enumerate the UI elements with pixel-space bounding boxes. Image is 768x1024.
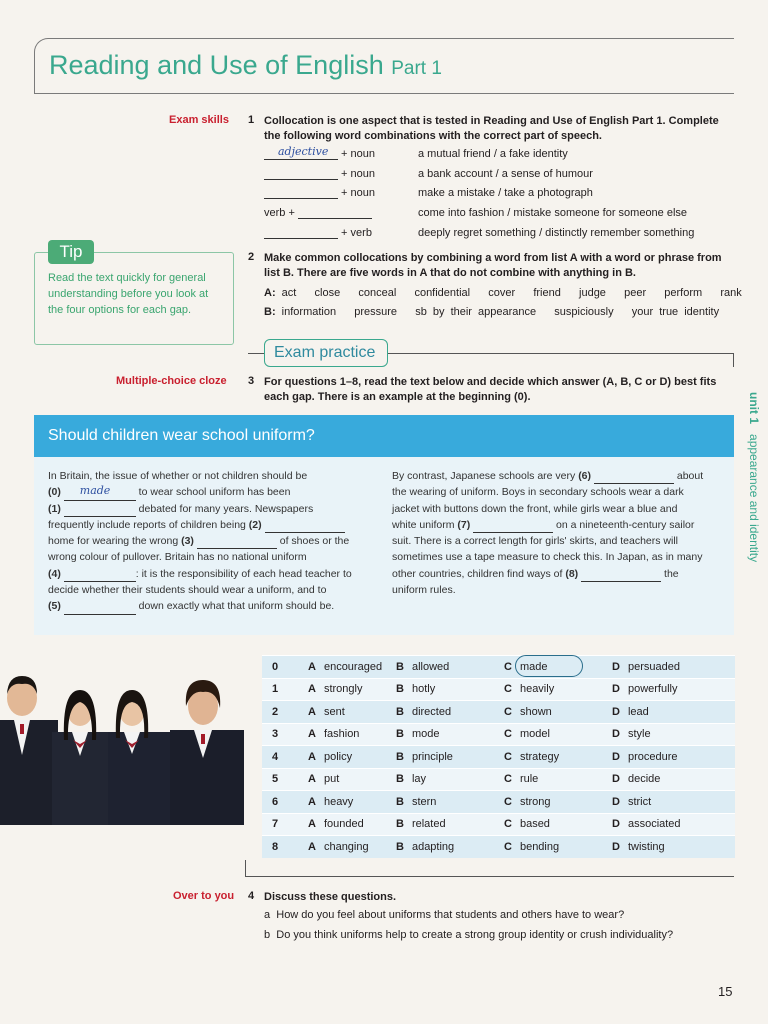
article-line: suit. There is a correct length for girls' skirts, and teachers will [392, 535, 679, 548]
collocation-pattern: verb + [264, 207, 372, 219]
unit-label: unit 1 [747, 392, 761, 424]
option-text: allowed [411, 660, 450, 673]
option-letter: D [612, 795, 620, 808]
tip-label: Tip [48, 240, 94, 264]
gap-number: (1) [48, 502, 61, 515]
option-letter: B [396, 660, 404, 673]
option-c [504, 841, 612, 853]
option-c [504, 706, 612, 718]
option-letter: C [504, 818, 512, 831]
option-text: sent [323, 705, 345, 718]
option-letter: B [396, 773, 404, 786]
option-letter: C [504, 683, 512, 696]
option-letter: A [308, 773, 316, 786]
handwritten-answer: adjective [278, 145, 329, 158]
option-letter: D [612, 705, 620, 718]
gap-number: (8) [565, 567, 579, 580]
option-b [396, 661, 504, 673]
article-line: (0) made to wear school uniform has been [48, 484, 378, 500]
option-text: encouraged [323, 660, 383, 673]
gap-blank [197, 538, 277, 549]
option-row [262, 655, 735, 678]
option-letter: D [612, 773, 620, 786]
question-number: 1 [271, 683, 279, 696]
gap-blank [64, 604, 136, 615]
option-text: principle [411, 750, 453, 763]
question-number: 5 [271, 773, 279, 786]
option-text: related [411, 818, 446, 831]
option-letter: A [308, 750, 316, 763]
collocation-pattern: + noun [264, 168, 375, 180]
option-letter: B [396, 683, 404, 696]
handwritten-answer: made [79, 484, 111, 498]
article-column-left [48, 468, 378, 615]
question-number: 2 [271, 705, 279, 718]
option-row [262, 678, 735, 701]
option-letter: D [612, 683, 620, 696]
option-letter: C [504, 795, 512, 808]
q4-item-b: b Do you think uniforms help to create a strong group identity or crush individuality? [264, 929, 674, 941]
option-text: hotly [411, 683, 436, 696]
option-letter: D [612, 840, 620, 853]
option-row [262, 745, 735, 768]
article-line: By contrast, Japanese schools are very (6) about [392, 468, 727, 484]
page-number: 15 [718, 984, 733, 999]
option-a [288, 818, 396, 830]
article-line: (4) : it is the responsibility of each head teacher to [48, 566, 378, 582]
option-letter: B [396, 728, 404, 741]
article-line: home for wearing the wrong (3) of shoes or the [48, 533, 378, 549]
list-a: A: act close conceal confidential cover friend judge peer perform rank [264, 287, 742, 299]
q4-instructions: Discuss these questions. [264, 891, 397, 903]
article-line: In Britain, the issue of whether or not children should be [48, 470, 308, 482]
option-b [396, 683, 504, 695]
gap-blank [265, 522, 345, 533]
option-a [288, 706, 396, 718]
article-title: Should children wear school uniform? [34, 415, 734, 457]
option-letter: D [612, 660, 620, 673]
option-text: persuaded [627, 660, 680, 673]
option-text: model [519, 728, 550, 741]
option-letter: B [396, 795, 404, 808]
answer-blank [264, 169, 338, 180]
option-text: heavy [323, 795, 354, 808]
option-d [612, 661, 735, 673]
multiple-choice-label: Multiple-choice cloze [116, 375, 227, 387]
list-b: B: information pressure sb by their appearance suspiciously your true identity [264, 306, 720, 318]
option-a [288, 683, 396, 695]
gap-number: (2) [248, 518, 262, 531]
option-b [396, 706, 504, 718]
option-d [612, 818, 735, 830]
option-row [262, 723, 735, 746]
option-b [396, 773, 504, 785]
option-a [288, 661, 396, 673]
option-text: heavily [519, 683, 555, 696]
gap-blank [64, 571, 136, 582]
option-letter: B [396, 840, 404, 853]
article-line: decide whether their students should wear a uniform, and to [48, 584, 327, 597]
option-d [612, 841, 735, 853]
option-a [288, 773, 396, 785]
unit-topic: appearance and identity [747, 434, 761, 563]
article-line: sometimes use a tape measure to check this. In Japan, as in many [392, 551, 703, 564]
answer-blank [264, 188, 338, 199]
option-c [504, 751, 612, 763]
gap-number: (4) [48, 567, 61, 580]
option-text: twisting [627, 840, 665, 853]
option-text: strict [627, 795, 652, 808]
option-text: adapting [411, 840, 455, 853]
option-a [288, 796, 396, 808]
option-text: lay [411, 773, 427, 786]
option-text: strong [519, 795, 551, 808]
option-text: fashion [323, 728, 360, 741]
article-line: (5) down exactly what that uniform should be. [48, 598, 378, 614]
option-text: policy [323, 750, 353, 763]
question-number: 7 [271, 818, 279, 831]
collocation-pattern: + noun [264, 187, 375, 199]
option-c [504, 773, 612, 785]
article-line: other countries, children find ways of (8) the [392, 566, 727, 582]
option-a [288, 841, 396, 853]
option-text: associated [627, 818, 681, 831]
option-letter: C [504, 728, 512, 741]
option-text: put [323, 773, 340, 786]
option-d [612, 773, 735, 785]
collocation-example: a mutual friend / a fake identity [418, 148, 568, 160]
question-number: 8 [271, 840, 279, 853]
collocation-pattern: adjective + noun [264, 148, 375, 160]
option-d [612, 683, 735, 695]
option-letter: A [308, 660, 316, 673]
option-letter: C [504, 840, 512, 853]
question-number: 3 [271, 728, 279, 741]
article-line: jacket with buttons down the front, while girls wear a blue and [392, 502, 678, 515]
side-tab [744, 392, 764, 605]
option-text: strongly [323, 683, 363, 696]
option-text: powerfully [627, 683, 678, 696]
option-row [262, 700, 735, 723]
option-letter: C [504, 750, 512, 763]
gap-blank [64, 506, 136, 517]
option-a [288, 728, 396, 740]
bracket-left [245, 860, 246, 876]
option-c [504, 818, 612, 830]
article-line: white uniform (7) on a nineteenth-century sailor [392, 517, 727, 533]
option-letter: C [504, 660, 512, 673]
rule-tick [733, 353, 734, 367]
q4-number: 4 [248, 890, 255, 902]
option-letter: A [308, 795, 316, 808]
q4-item-a: a How do you feel about uniforms that students and others have to wear? [264, 909, 625, 921]
option-text: made [519, 660, 548, 673]
q3-number: 3 [248, 375, 255, 387]
students-photo [0, 660, 244, 825]
option-c [504, 728, 612, 740]
option-text: directed [411, 705, 452, 718]
collocation-example: deeply regret something / distinctly remember something [418, 226, 695, 239]
collocation-example: come into fashion / mistake someone for someone else [418, 207, 688, 220]
option-letter: D [612, 750, 620, 763]
option-d [612, 706, 735, 718]
option-letter: A [308, 818, 316, 831]
gap-blank [64, 484, 136, 501]
article-line: wrong colour of pullover. Britain has no national uniform [48, 551, 307, 564]
option-b [396, 796, 504, 808]
option-row [262, 813, 735, 836]
option-letter: A [308, 705, 316, 718]
option-row [262, 835, 735, 858]
option-letter: A [308, 683, 316, 696]
option-c [504, 796, 612, 808]
article-line: uniform rules. [392, 584, 456, 597]
question-number: 4 [271, 750, 279, 763]
over-to-you-label: Over to you [173, 890, 235, 902]
option-letter: A [308, 840, 316, 853]
option-row [262, 768, 735, 791]
article-line: frequently include reports of children being (2) [48, 517, 378, 533]
article-column-right [392, 468, 727, 598]
option-b [396, 818, 504, 830]
page-title: Reading and Use of English Part 1 [49, 50, 442, 80]
option-text: procedure [627, 750, 678, 763]
gap-number: (6) [578, 470, 592, 482]
gap-number: (3) [181, 535, 194, 548]
answer-blank [264, 228, 338, 239]
option-letter: A [308, 728, 316, 741]
option-letter: C [504, 773, 512, 786]
q2-instructions: Make common collocations by combining a word from list A with a word or phrase from list B. There are five words in A that do not combine with anything in B. [264, 252, 722, 279]
option-d [612, 751, 735, 763]
answer-options-table [262, 655, 735, 858]
option-b [396, 728, 504, 740]
option-text: style [627, 728, 651, 741]
gap-number: (0) [48, 486, 61, 499]
option-text: based [519, 818, 550, 831]
question-number: 0 [271, 660, 279, 673]
exam-skills-label: Exam skills [169, 114, 229, 126]
option-text: changing [323, 840, 369, 853]
option-d [612, 728, 735, 740]
tip-text: Read the text quickly for general understanding before you look at the four options for each gap. [48, 272, 209, 316]
q1-number: 1 [248, 114, 255, 126]
gap-blank [594, 473, 674, 484]
collocation-example: make a mistake / take a photograph [418, 187, 593, 200]
gap-blank [581, 571, 661, 582]
option-letter: D [612, 728, 620, 741]
option-text: decide [627, 773, 661, 786]
option-text: lead [627, 705, 649, 718]
option-text: mode [411, 728, 440, 741]
option-letter: B [396, 705, 404, 718]
option-letter: B [396, 750, 404, 763]
option-c [504, 683, 612, 695]
option-text: strategy [519, 750, 560, 763]
option-text: shown [519, 705, 552, 718]
option-a [288, 751, 396, 763]
option-text: stern [411, 795, 437, 808]
option-text: founded [323, 818, 364, 831]
option-b [396, 841, 504, 853]
option-letter: D [612, 818, 620, 831]
answer-circle [515, 655, 583, 677]
collocation-pattern: + verb [264, 227, 372, 239]
option-b [396, 751, 504, 763]
collocation-example: a bank account / a sense of humour [418, 167, 593, 180]
option-letter: B [396, 818, 404, 831]
gap-number: (5) [48, 600, 61, 613]
gap-blank [473, 522, 553, 533]
article-line: (1) debated for many years. Newspapers [48, 501, 378, 517]
exam-practice-heading: Exam practice [264, 339, 388, 367]
q3-instructions: For questions 1–8, read the text below and decide which answer (A, B, C or D) best fits each gap. There is an example at the beginning (0). [264, 376, 717, 403]
option-letter: C [504, 705, 512, 718]
option-text: rule [519, 773, 539, 786]
article-line: the wearing of uniform. Boys in secondary schools wear a dark [392, 486, 684, 499]
option-text: bending [519, 840, 560, 853]
answer-blank [298, 208, 372, 219]
question-number: 6 [271, 795, 279, 808]
gap-number: (7) [457, 518, 471, 531]
bracket-rule [245, 876, 734, 877]
option-d [612, 796, 735, 808]
q2-number: 2 [248, 251, 255, 263]
option-row [262, 790, 735, 813]
q1-instructions: Collocation is one aspect that is tested in Reading and Use of English Part 1. Complete the following word combinations with the correct part of speech. [264, 115, 719, 142]
